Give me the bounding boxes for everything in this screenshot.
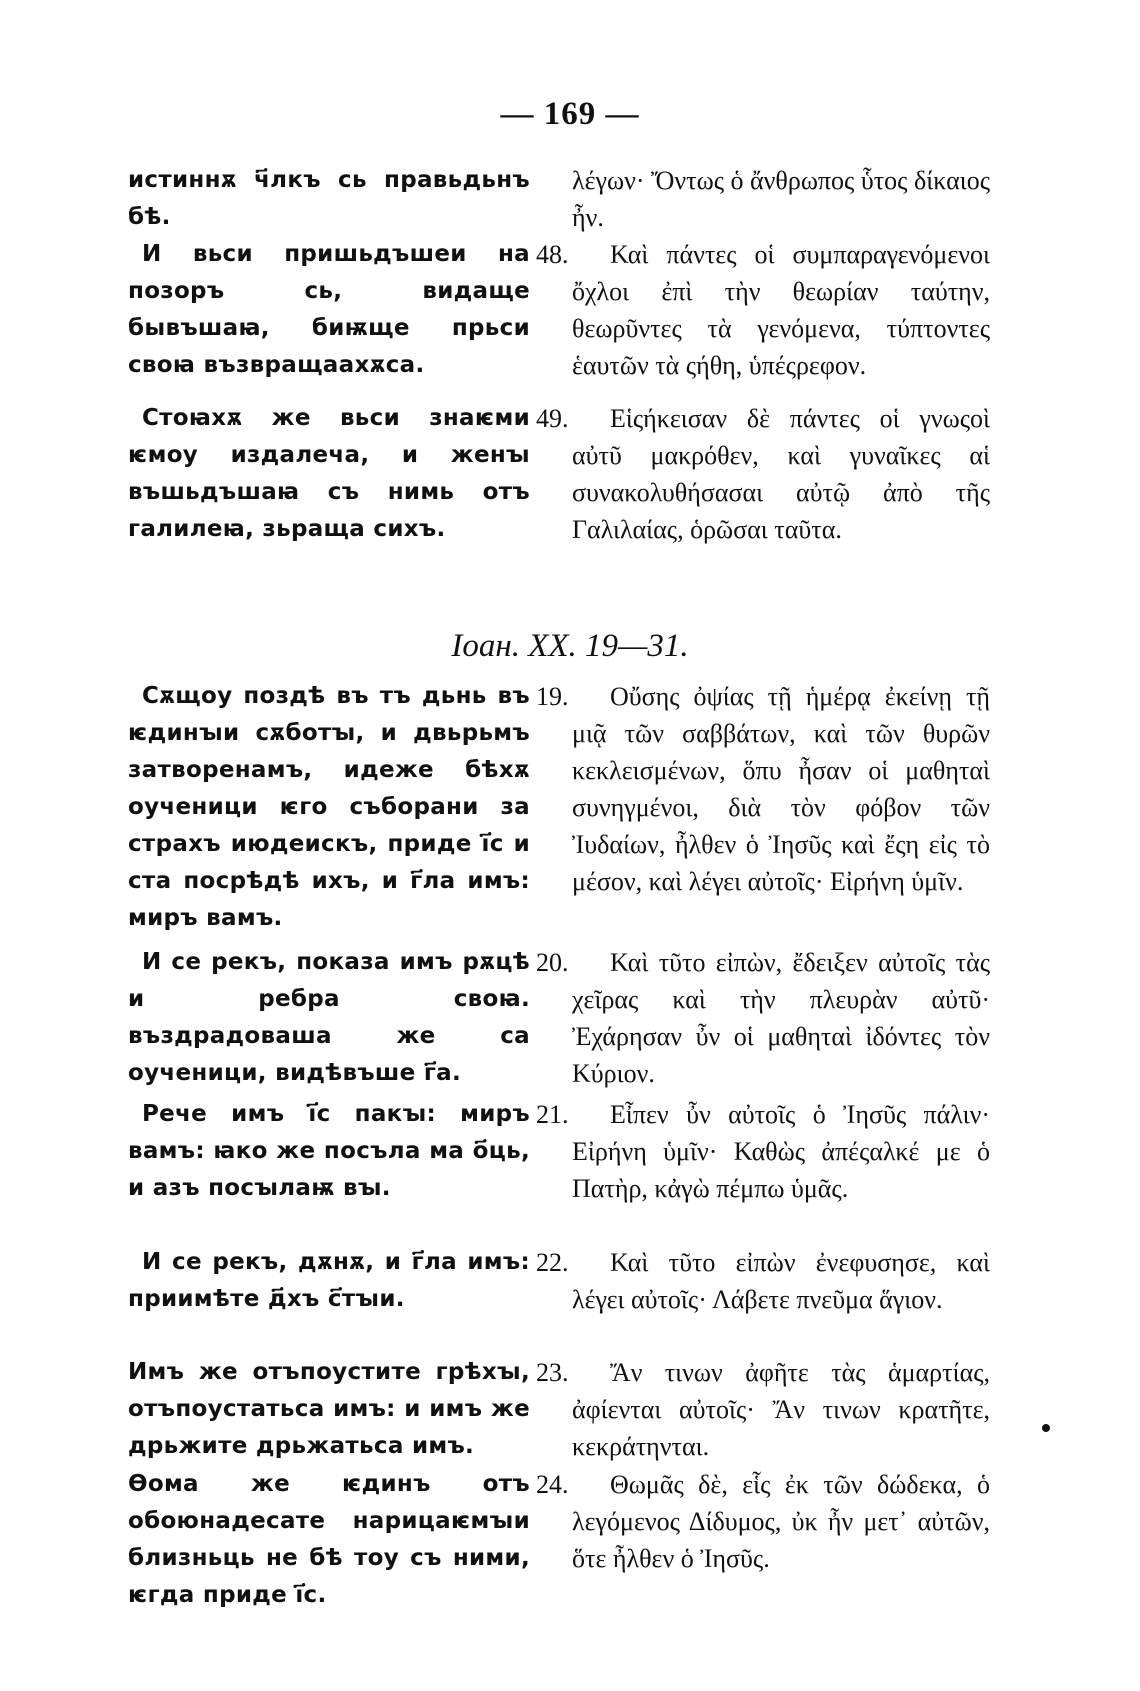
greek-text: Καὶ τῦτο εἰπὼν, ἔδειξεν αὐτοῖς τὰς χεῖρας καὶ τὴν πλευρὰν αὐτῦ· Ἐχάρησαν ὖν οἱ μαθηταὶ ἰδόντες τὸν Κύριον. xyxy=(572,948,990,1088)
verse-number: 20. xyxy=(536,948,569,977)
greek-text: Καὶ τῦτο εἰπὼν ἐνεφυσησε, καὶ λέγει αὐτοῖς· Λάβετε πνεῦμα ἅγιον. xyxy=(572,1248,990,1314)
greek-text: Ἄν τινων ἀφῆτε τὰς ἁμαρτίας, ἀφίενται αὐτοῖς· Ἄν τινων κρατῆτε, κεκράτηνται. xyxy=(572,1358,990,1461)
verse-number: 49. xyxy=(536,404,569,433)
slavonic-text: Рече имъ і҃с пакꙑ: миръ вамъ: ꙗко же посъла ма о҃ць, и азъ посꙑлаѭ вꙑ. xyxy=(128,1101,530,1201)
greek-text: Οὔσης ὀψίας τῇ ἡμέρᾳ ἐκείνῃ τῇ μιᾷ τῶν σαββάτων, καὶ τῶν θυρῶν κεκλεισμένων, ὅπυ ἦσαν οἱ μαθηταὶ συνηγμένοι, διὰ τὸν φόβον τῶν Ἰυδαίων, ἦλθεν ὁ Ἰησῦς καὶ ἔςη εἰς τὸ μέσον, καὶ λέγει αὐτοῖς· Εἰρήνη ὑμῖν. xyxy=(572,682,990,896)
slavonic-text: И се рекъ, дѫнѫ, и г҃ла имъ: приимѣте д҃хъ с҃тꙑи. xyxy=(128,1249,530,1312)
slavonic-text: Стоꙗхѫ же вьси знаѥми ѥмоу издалеча, и женꙑ въшьдъшаꙗ съ нимь отъ галилеꙗ, зьраща сихъ. xyxy=(128,405,530,542)
verse-number: 48. xyxy=(536,240,569,269)
verse-number: 23. xyxy=(536,1358,569,1387)
verse-number: 21. xyxy=(536,1100,569,1129)
verse-number: 19. xyxy=(536,682,569,711)
verse-number: 24. xyxy=(536,1470,569,1499)
greek-text: Θωμᾶς δὲ, εἷς ἐκ τῶν δώδεκα, ὁ λεγόμενος Δίδυμος, ὐκ ἦν μετ᾽ αὐτῶν, ὅτε ἦλθεν ὁ Ἰησῦς. xyxy=(572,1470,990,1573)
verse-number: 22. xyxy=(536,1248,569,1277)
section-heading: Іоан. XX. 19—31. xyxy=(451,628,689,664)
slavonic-text: Ѳома же ѥдинъ отъ обоюнадесате нарицаѥмꙑи близньць не бѣ тоу съ ними, ѥгда приде і҃с. xyxy=(128,1471,530,1608)
greek-text: Εἱςήκεισαν δὲ πάντες οἱ γνωςοὶ αὐτῦ μακρόθεν, καὶ γυναῖκες αἱ συνακολυθήσασαι αὐτῷ ἀπὸ τῆς Γαλιλαίας, ὁρῶσαι ταῦτα. xyxy=(572,404,990,544)
page-number: — 169 — xyxy=(500,96,640,132)
ink-dot xyxy=(1042,1424,1050,1432)
slavonic-text: истиннѫ ч҃лкъ сь правьдьнъ бѣ. xyxy=(128,167,530,230)
slavonic-text: И се рекъ, показа имъ рѫцѣ и ребра своꙗ. въздрадоваша же са оученици, видѣвъше г҃а. xyxy=(128,949,530,1086)
greek-text: Καὶ πάντες οἱ συμπαραγενόμενοι ὄχλοι ἐπὶ τὴν θεωρίαν ταύτην, θεωρῦντες τὰ γενόμενα, τύπτοντες ἑαυτῶν τὰ ςήθη, ὑπέςρεφον. xyxy=(572,240,990,380)
slavonic-text: Сѫщоу поздѣ въ тъ дьнь въ ѥдинꙑи сѫботꙑ, и двьрьмъ затворенамъ, идеже бѣхѫ оученици ѥго съборани за страхъ июдеискъ, приде і҃с и ста посрѣдѣ ихъ, и г҃ла имъ: миръ вамъ. xyxy=(128,683,530,931)
slavonic-text: И вьси пришьдъшеи на позоръ сь, видаще бывъшаꙗ, биѭще прьси своꙗ възвращаахѫса. xyxy=(128,241,530,378)
greek-text: Εἶπεν ὖν αὐτοῖς ὁ Ἰησῦς πάλιν· Εἰρήνη ὑμῖν· Καθὼς ἀπέςαλκέ με ὁ Πατὴρ, κἀγὼ πέμπω ὑμᾶς. xyxy=(572,1100,990,1203)
greek-text: λέγων· Ὄντως ὁ ἄνθρωπος ὗτος δίκαιος ἦν. xyxy=(572,166,991,232)
slavonic-text: Имъ же отъпоустите грѣхꙑ, отъпоустатьса имъ: и имъ же дрьжите дрьжатьса имъ. xyxy=(128,1359,530,1459)
